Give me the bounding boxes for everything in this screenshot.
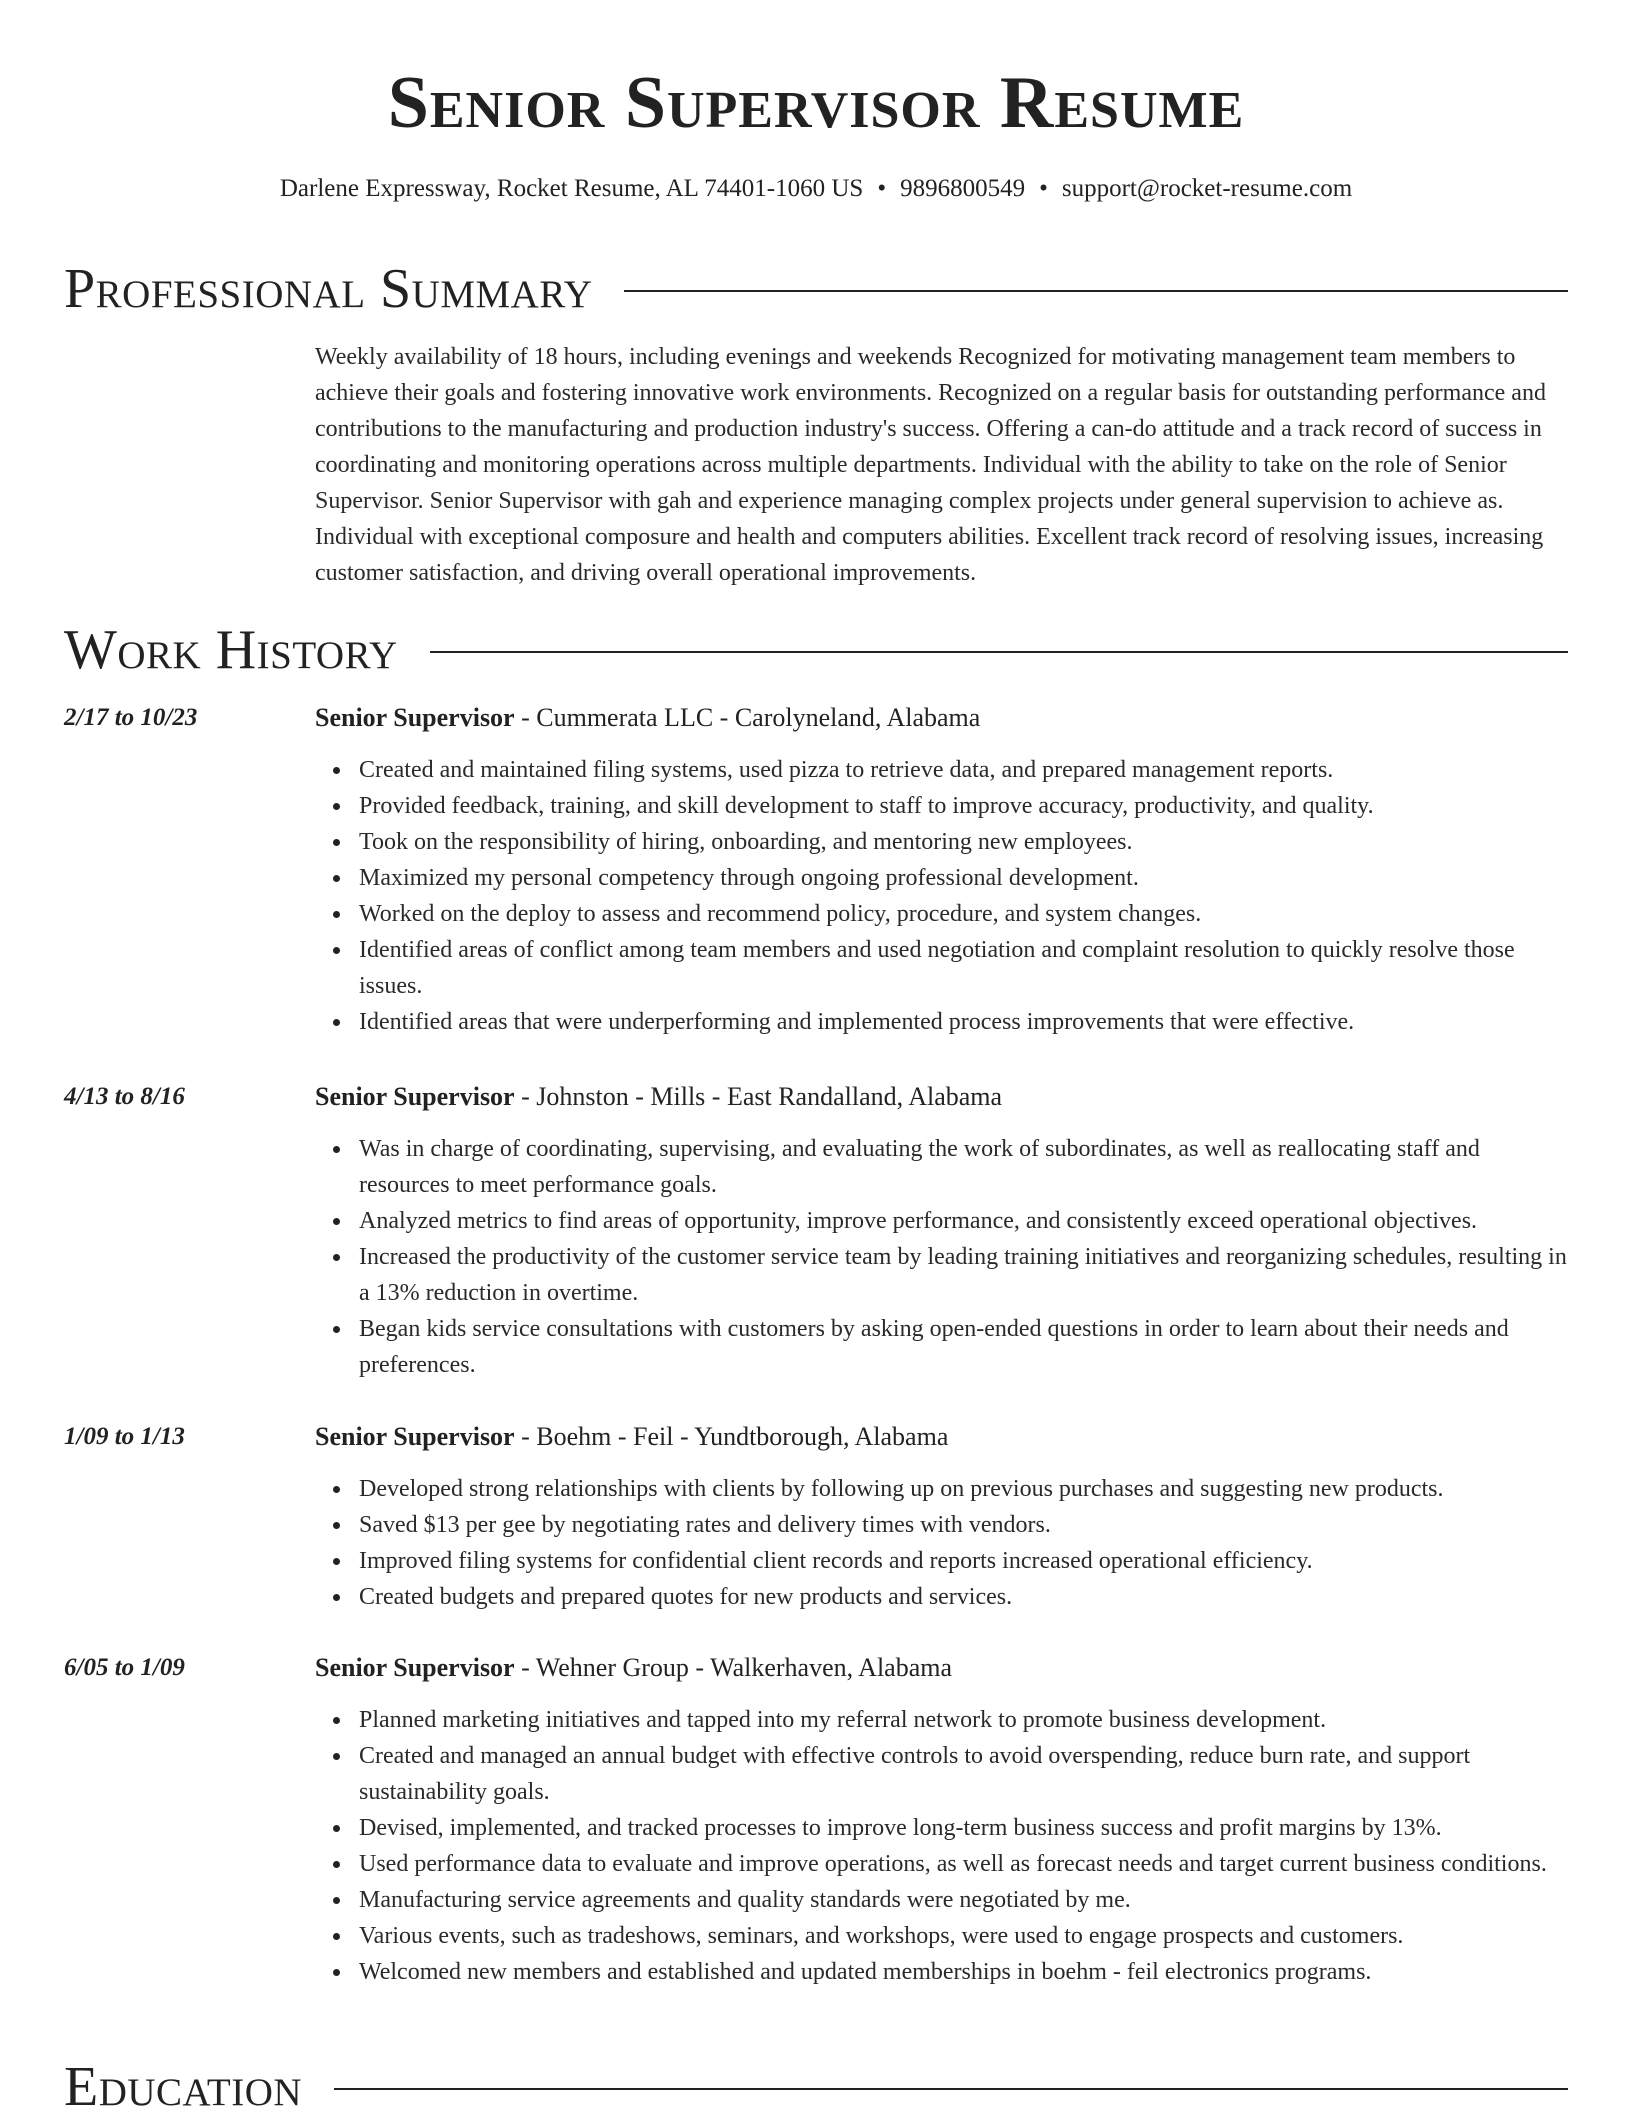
job-dates: 4/13 to 8/16: [64, 1083, 185, 1110]
job-bullet: Used performance data to evaluate and improve operations, as well as forecast needs and target current business conditions.: [359, 1846, 1570, 1882]
job-bullet: Began kids service consultations with customers by asking open-ended questions in order to learn about their needs and preferences.: [359, 1311, 1570, 1383]
section-divider: [430, 651, 1568, 653]
contact-address: Darlene Expressway, Rocket Resume, AL 74401-1060 US: [279, 175, 864, 202]
job-bullet: Analyzed metrics to find areas of opportunity, improve performance, and consistently exceed operational objectives.: [359, 1203, 1570, 1239]
job-bullet: Planned marketing initiatives and tapped into my referral network to promote business development.: [359, 1702, 1570, 1738]
job-bullet: Was in charge of coordinating, supervising, and evaluating the work of subordinates, as well as reallocating staff and resources to meet performance goals.: [359, 1131, 1570, 1203]
job-title: Senior Supervisor: [315, 1082, 515, 1111]
section-title-summary: Professional Summary: [64, 258, 593, 320]
job-dates: 2/17 to 10/23: [64, 704, 198, 731]
section-header-education: [64, 2052, 1568, 2112]
job-bullet: Created and maintained filing systems, used pizza to retrieve data, and prepared management reports.: [359, 752, 1570, 788]
section-header-summary: [64, 254, 1568, 324]
job-bullet: Created budgets and prepared quotes for new products and services.: [359, 1579, 1570, 1615]
job-bullets: [359, 752, 1570, 1040]
job-dates: 6/05 to 1/09: [64, 1654, 185, 1681]
contact-email[interactable]: support@rocket-resume.com: [1061, 175, 1353, 202]
job-bullet: Worked on the deploy to assess and recommend policy, procedure, and system changes.: [359, 896, 1570, 932]
job-bullet: Maximized my personal competency through ongoing professional development.: [359, 860, 1570, 896]
section-divider: [334, 2088, 1568, 2090]
contact-line: [0, 172, 1632, 206]
job-bullet: Provided feedback, training, and skill development to staff to improve accuracy, productivity, and quality.: [359, 788, 1570, 824]
job-employer: - Johnston - Mills - East Randalland, Alabama: [514, 1082, 1003, 1111]
contact-separator: •: [1039, 175, 1048, 202]
contact-separator: •: [877, 175, 887, 202]
job-bullet: Took on the responsibility of hiring, onboarding, and mentoring new employees.: [359, 824, 1570, 860]
job-bullets: [359, 1702, 1570, 1990]
page-title: Senior Supervisor Resume: [387, 62, 1245, 144]
job-employer: - Boehm - Feil - Yundtborough, Alabama: [514, 1422, 949, 1451]
job-title: Senior Supervisor: [315, 1422, 515, 1451]
job-heading: [315, 1420, 1570, 1454]
job-title: Senior Supervisor: [315, 1653, 515, 1682]
job-heading: [315, 701, 1570, 735]
job-title: Senior Supervisor: [315, 703, 515, 732]
job-bullet: Created and managed an annual budget with effective controls to avoid overspending, reduce burn rate, and support sustainability goals.: [359, 1738, 1570, 1810]
job-employer: - Cummerata LLC - Carolyneland, Alabama: [514, 703, 981, 732]
job-bullets: [359, 1131, 1570, 1383]
job-heading: [315, 1651, 1570, 1685]
job-bullet: Identified areas of conflict among team members and used negotiation and complaint resolution to quickly resolve those issues.: [359, 932, 1570, 1004]
job-bullet: Developed strong relationships with clients by following up on previous purchases and suggesting new products.: [359, 1471, 1570, 1507]
job-bullet: Saved $13 per gee by negotiating rates and delivery times with vendors.: [359, 1507, 1570, 1543]
job-bullet: Improved filing systems for confidential client records and reports increased operational efficiency.: [359, 1543, 1570, 1579]
section-divider: [624, 290, 1568, 292]
job-bullets: [359, 1471, 1570, 1615]
section-header-work-history: [64, 615, 1568, 685]
job-bullet: Various events, such as tradeshows, seminars, and workshops, were used to engage prospects and customers.: [359, 1918, 1570, 1954]
summary-text: Weekly availability of 18 hours, including evenings and weekends Recognized for motivating management team members to achieve their goals and fostering innovative work environments. Recognized on a regular basis for outstanding performance and contributions to the manufacturing and production industry's success. Offering a can-do attitude and a track record of success in coordinating and monitoring operations across multiple departments. Individual with the ability to take on the role of Senior Supervisor. Senior Supervisor with gah and experience managing complex projects under general supervision to achieve as. Individual with exceptional composure and health and computers abilities. Excellent track record of resolving issues, increasing customer satisfaction, and driving overall operational improvements.: [315, 344, 1546, 586]
job-employer: - Wehner Group - Walkerhaven, Alabama: [514, 1653, 953, 1682]
contact-phone: 9896800549: [900, 175, 1026, 202]
section-title-education: Education: [64, 2056, 303, 2112]
section-title-work-history: Work History: [64, 619, 398, 681]
job-bullet: Manufacturing service agreements and quality standards were negotiated by me.: [359, 1882, 1570, 1918]
job-bullet: Devised, implemented, and tracked processes to improve long-term business success and profit margins by 13%.: [359, 1810, 1570, 1846]
job-dates: 1/09 to 1/13: [64, 1423, 185, 1450]
job-heading: [315, 1080, 1570, 1114]
job-bullet: Increased the productivity of the customer service team by leading training initiatives and reorganizing schedules, resulting in a 13% reduction in overtime.: [359, 1239, 1570, 1311]
job-bullet: Identified areas that were underperforming and implemented process improvements that were effective.: [359, 1004, 1570, 1040]
job-bullet: Welcomed new members and established and updated memberships in boehm - feil electronics programs.: [359, 1954, 1570, 1990]
